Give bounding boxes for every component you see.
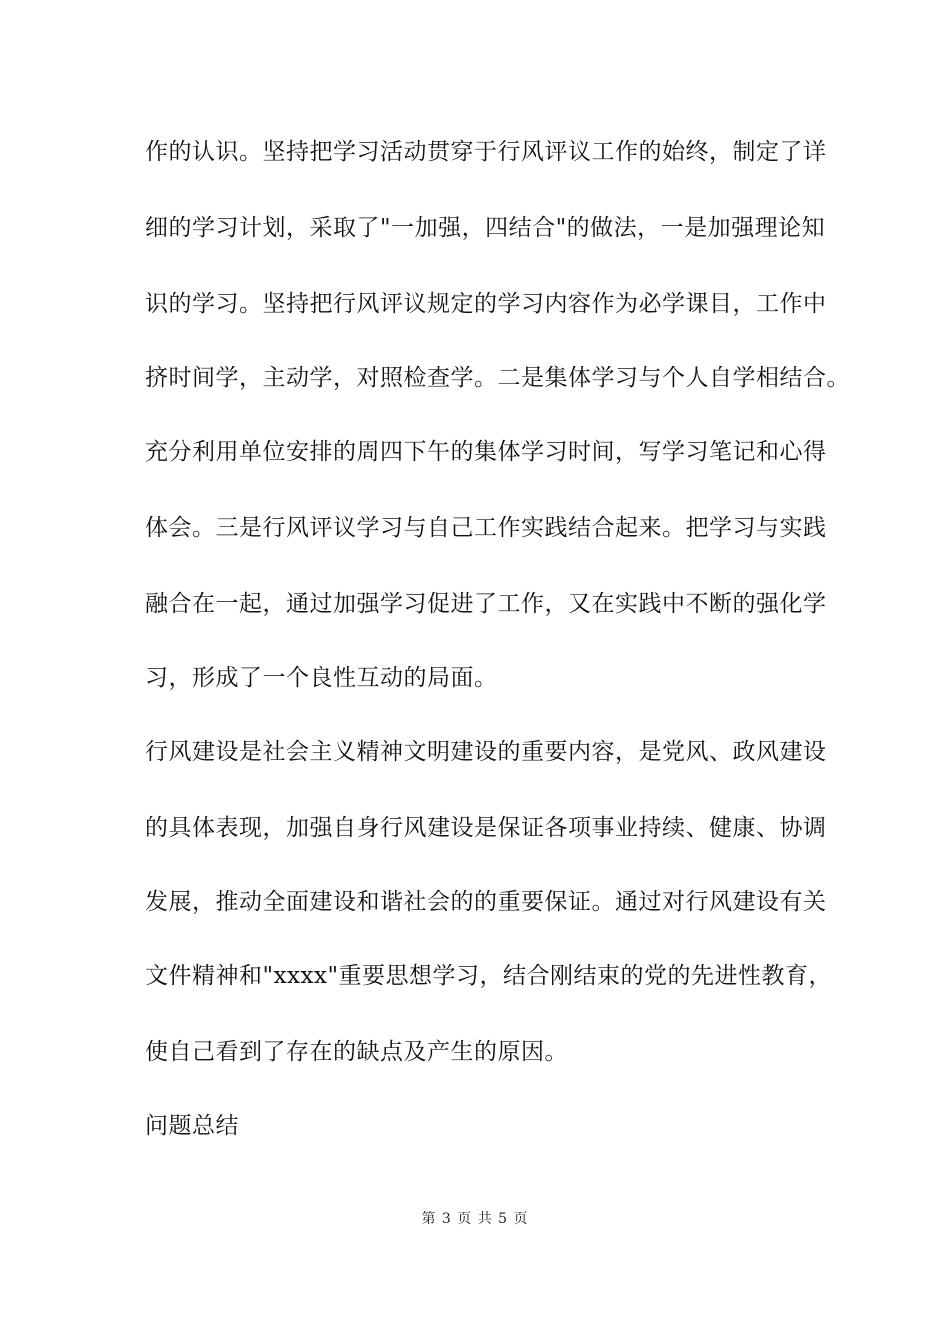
text-line: 文件精神和"xxxx"重要思想学习，结合刚结束的党的先进性教育， [145,963,833,989]
text-line: 作的认识。坚持把学习活动贯穿于行风评议工作的始终，制定了详 [145,139,827,165]
text-line: 的具体表现，加强自身行风建设是保证各项事业持续、健康、协调 [145,815,827,841]
text-line: 识的学习。坚持把行风评议规定的学习内容作为必学课目，工作中 [145,291,827,317]
text-line: 发展，推动全面建设和谐社会的的重要保证。通过对行风建设有关 [145,889,827,915]
text-line: 体会。三是行风评议学习与自己工作实践结合起来。把学习与实践 [145,515,827,541]
text-line: 行风建设是社会主义精神文明建设的重要内容，是党风、政风建设 [145,739,827,765]
text-line: 充分利用单位安排的周四下午的集体学习时间，写学习笔记和心得 [145,439,827,465]
text-line: 融合在一起，通过加强学习促进了工作，又在实践中不断的强化学 [145,591,827,617]
text-line: 细的学习计划，采取了"一加强，四结合"的做法，一是加强理论知 [145,215,826,241]
section-heading: 问题总结 [145,1113,239,1139]
text-line: 挤时间学，主动学，对照检查学。二是集体学习与个人自学相结合。 [145,365,850,391]
page-number-footer: 第 3 页 共 5 页 [421,1211,529,1227]
text-line: 使自己看到了存在的缺点及产生的原因。 [145,1039,568,1065]
text-line: 习，形成了一个良性互动的局面。 [145,665,498,691]
